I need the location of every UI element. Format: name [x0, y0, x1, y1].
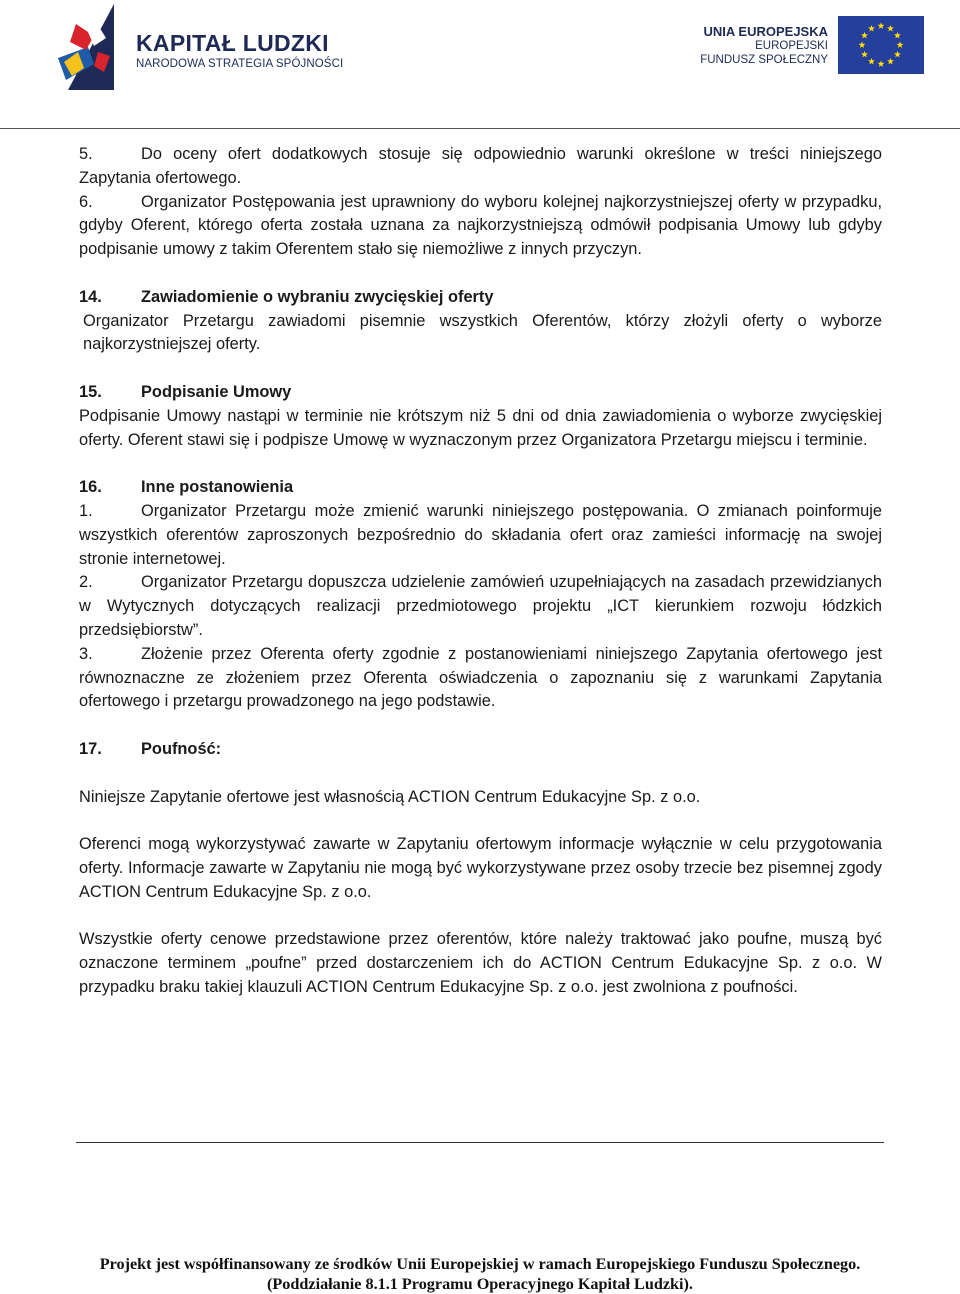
- section-14-text: Organizator Przetargu zawiadomi pisemnie wszystkich Oferentów, którzy złożyli oferty o wyborze najkorzystniejszej oferty.: [83, 311, 882, 354]
- eu-line2: EUROPEJSKI: [755, 40, 828, 52]
- item-number: 5.: [79, 145, 93, 163]
- footer-divider: [76, 1142, 884, 1143]
- eu-logo-text: [700, 24, 828, 67]
- item-6: [79, 191, 882, 262]
- section-15-heading: 15. Podpisanie Umowy: [79, 382, 292, 401]
- eu-line3: FUNDUSZ SPOŁECZNY: [700, 54, 828, 66]
- item-5: [79, 143, 882, 191]
- section-17-heading: 17. Poufność:: [79, 739, 222, 758]
- item-text: Organizator Postępowania jest uprawniony do wyboru kolejnej najkorzystniejszej oferty w przypadku, gdyby Oferent, którego oferta została uznana za najkorzystniejszą odmówił podpisania Umowy lub gdyby podpisanie umowy z takim Oferentem stało się niemożliwe z innych przyczyn.: [79, 192, 882, 259]
- page-header: [0, 0, 960, 130]
- section-16-item-1: 1. Organizator Przetargu może zmienić warunki niniejszego postępowania. O zmianach poinformuje wszystkich oferentów zaproszonych bezpośrednio do składania ofert oraz zamieści informację na swojej stronie internetowej.: [79, 501, 882, 568]
- header-divider: [0, 128, 960, 129]
- section-16-heading: 16. Inne postanowienia: [79, 478, 294, 497]
- section-16-item-3: 3. Złożenie przez Oferenta oferty zgodnie z postanowieniami niniejszego Zapytania ofertowego jest równoznaczne ze złożeniem przez Oferenta oświadczenia o zapoznaniu się z warunkami Zapytania ofertowego i przetargu prowadzonego na jego podstawie.: [79, 644, 882, 711]
- footer-line-1: Projekt jest współfinansowany ze środków Unii Europejskiej w ramach Europejskiego Funduszu Społecznego.: [99, 1255, 861, 1273]
- section-15-text: Podpisanie Umowy nastąpi w terminie nie krótszym niż 5 dni od dnia zawiadomienia o wyborze zwycięskiej oferty. Oferent stawi się i podpisze Umowę w wyznaczonym przez Organizatora Przetargu miejscu i terminie.: [79, 406, 882, 449]
- item-text: Do oceny ofert dodatkowych stosuje się odpowiednio warunki określone w treści niniejszego Zapytania ofertowego.: [79, 145, 882, 187]
- section-16-item-2: 2. Organizator Przetargu dopuszcza udzielenie zamówień uzupełniających na zasadach przewidzianych w Wytycznych dotyczących realizacji przedmiotowego projektu „ICT kierunkiem rozwoju łódzkich przedsiębiorstw”.: [79, 573, 882, 639]
- kapital-ludzki-title: KAPITAŁ LUDZKI: [136, 30, 329, 56]
- footer-line-2: (Poddziałanie 8.1.1 Programu Operacyjnego Kapitał Ludzki).: [267, 1275, 693, 1293]
- eu-line1: UNIA EUROPEJSKA: [703, 24, 828, 39]
- kapital-ludzki-subtitle: NARODOWA STRATEGIA SPÓJNOŚCI: [136, 58, 344, 70]
- section-17-paragraph-2: Oferenci mogą wykorzystywać zawarte w Zapytaniu ofertowym informacje wyłącznie w celu przygotowania oferty. Informacje zawarte w Zapytaniu nie mogą być wykorzystywane przez osoby trzecie bez pisemnej zgody ACTION Centrum Edukacyjne Sp. z o.o.: [79, 835, 882, 901]
- section-14-heading: 14. Zawiadomienie o wybraniu zwycięskiej oferty: [79, 287, 494, 306]
- section-17-paragraph-1: Niniejsze Zapytanie ofertowe jest własnością ACTION Centrum Edukacyjne Sp. z o.o.: [79, 787, 701, 806]
- document-body: [79, 143, 882, 1000]
- eu-flag-icon: [838, 16, 924, 74]
- page-footer: [0, 1254, 960, 1294]
- section-17-paragraph-3: Wszystkie oferty cenowe przedstawione przez oferentów, które należy traktować jako poufne, muszą być oznaczone terminem „poufne” przed dostarczeniem ich do ACTION Centrum Edukacyjne Sp. z o.o. W przypadku braku takiej klauzuli ACTION Centrum Edukacyjne Sp. z o.o. jest zwolniona z poufności.: [79, 930, 882, 996]
- item-number: 6.: [79, 192, 93, 211]
